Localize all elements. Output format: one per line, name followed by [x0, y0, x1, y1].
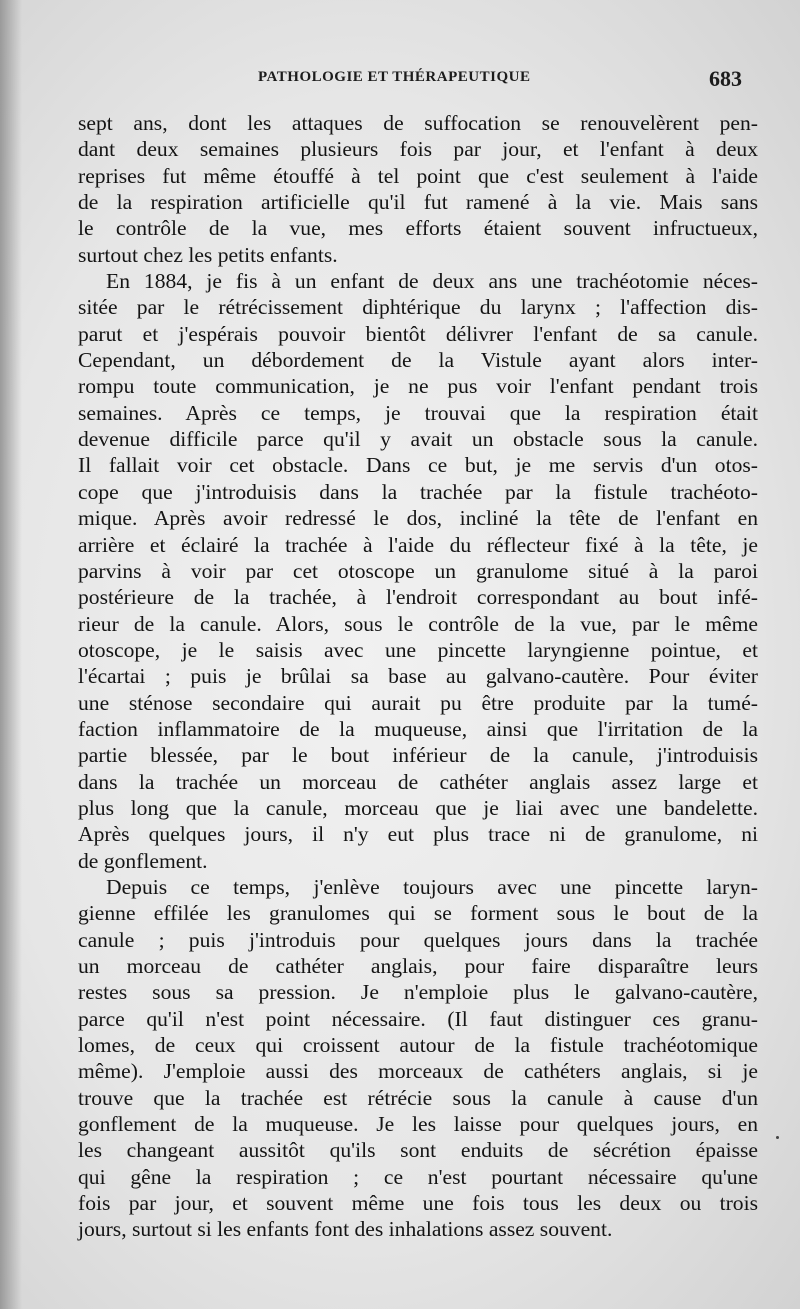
text-line: dans la trachée un morceau de cathéter anglais assez large et [78, 769, 758, 794]
text-line: Depuis ce temps, j'enlève toujours avec une pincette laryn- [106, 874, 758, 899]
text-line: Cependant, un débordement de la Vistule ayant alors inter- [78, 348, 758, 373]
text-line: Il fallait voir cet obstacle. Dans ce but, je me servis d'un otos- [78, 453, 758, 478]
text-line: En 1884, je fis à un enfant de deux ans une trachéotomie néces- [106, 269, 758, 294]
text-line: mique. Après avoir redressé le dos, incliné la tête de l'enfant en [78, 506, 758, 531]
margin-speck [776, 1136, 779, 1139]
text-line: de gonflement. [78, 848, 208, 873]
text-line: partie blessée, par le bout inférieur de la canule, j'introduisis [78, 743, 758, 768]
text-line: sept ans, dont les attaques de suffocation se renouvelèrent pen- [78, 111, 758, 135]
page-edge-shadow [0, 0, 22, 1309]
text-line: parce qu'il n'est point nécessaire. (Il faut distinguer ces granu- [78, 1006, 758, 1031]
text-line: Après quelques jours, il n'y eut plus trace ni de granulome, ni [78, 822, 758, 847]
text-line: surtout chez les petits enfants. [78, 242, 338, 267]
text-line: le contrôle de la vue, mes efforts étaient souvent infructueux, [78, 216, 758, 241]
text-line: gienne effilée les granulomes qui se forment sous le bout de la [78, 901, 758, 926]
text-line: arrière et éclairé la trachée à l'aide du réflecteur fixé à la tête, je [78, 532, 758, 557]
text-line: parut et j'espérais pouvoir bientôt délivrer l'enfant de sa canule. [78, 321, 758, 346]
text-line: même). J'emploie aussi des morceaux de cathéters anglais, si je [78, 1059, 758, 1084]
text-line: devenue difficile parce qu'il y avait un obstacle sous la canule. [78, 427, 758, 452]
running-title: PATHOLOGIE ET THÉRAPEUTIQUE [258, 69, 531, 85]
text-line: l'écartai ; puis je brûlai sa base au galvano-cautère. Pour éviter [78, 664, 758, 689]
text-line: plus long que la canule, morceau que je liai avec une bandelette. [78, 795, 758, 820]
text-line: gonflement de la muqueuse. Je les laisse pour quelques jours, en [78, 1112, 758, 1137]
text-line: rompu toute communication, je ne pus voir l'enfant pendant trois [78, 374, 758, 399]
text-line: de la respiration artificielle qu'il fut ramené à la vie. Mais sans [78, 190, 758, 215]
text-line: les changeant aussitôt qu'ils sont enduits de sécrétion épaisse [78, 1138, 758, 1163]
text-line: qui gêne la respiration ; ce n'est pourtant nécessaire qu'une [78, 1164, 758, 1189]
text-line: canule ; puis j'introduis pour quelques jours dans la trachée [78, 927, 758, 952]
text-line: une sténose secondaire qui aurait pu être produite par la tumé- [78, 690, 758, 715]
text-line: parvins à voir par cet otoscope un granulome situé à la paroi [78, 558, 758, 583]
text-line: otoscope, je le saisis avec une pincette laryngienne pointue, et [78, 637, 758, 662]
text-line: lomes, de ceux qui croissent autour de la fistule trachéotomique [78, 1033, 758, 1058]
text-line: reprises fut même étouffé à tel point que c'est seulement à l'aide [78, 163, 758, 188]
page-header [78, 66, 742, 92]
text-line: rieur de la canule. Alors, sous le contrôle de la vue, par le même [78, 611, 758, 636]
text-line: trouve que la trachée est rétrécie sous la canule à cause d'un [78, 1085, 758, 1110]
text-line: sitée par le rétrécissement diphtérique du larynx ; l'affection dis- [78, 295, 758, 320]
text-line: faction inflammatoire de la muqueuse, ainsi que l'irritation de la [78, 716, 758, 741]
text-line: restes sous sa pression. Je n'emploie plus le galvano-cautère, [78, 980, 758, 1005]
body-text [78, 110, 758, 1243]
text-line: un morceau de cathéter anglais, pour faire disparaître leurs [78, 954, 758, 978]
text-line: fois par jour, et souvent même une fois tous les deux ou trois [78, 1191, 758, 1216]
text-line: cope que j'introduisis dans la trachée par la fistule trachéoto- [78, 479, 758, 504]
page-number: 683 [709, 66, 742, 91]
text-line: semaines. Après ce temps, je trouvai que la respiration était [78, 400, 758, 425]
text-line: dant deux semaines plusieurs fois par jour, et l'enfant à deux [78, 137, 758, 162]
text-line: jours, surtout si les enfants font des inhalations assez souvent. [78, 1217, 613, 1242]
text-line: postérieure de la trachée, à l'endroit correspondant au bout infé- [78, 585, 758, 610]
